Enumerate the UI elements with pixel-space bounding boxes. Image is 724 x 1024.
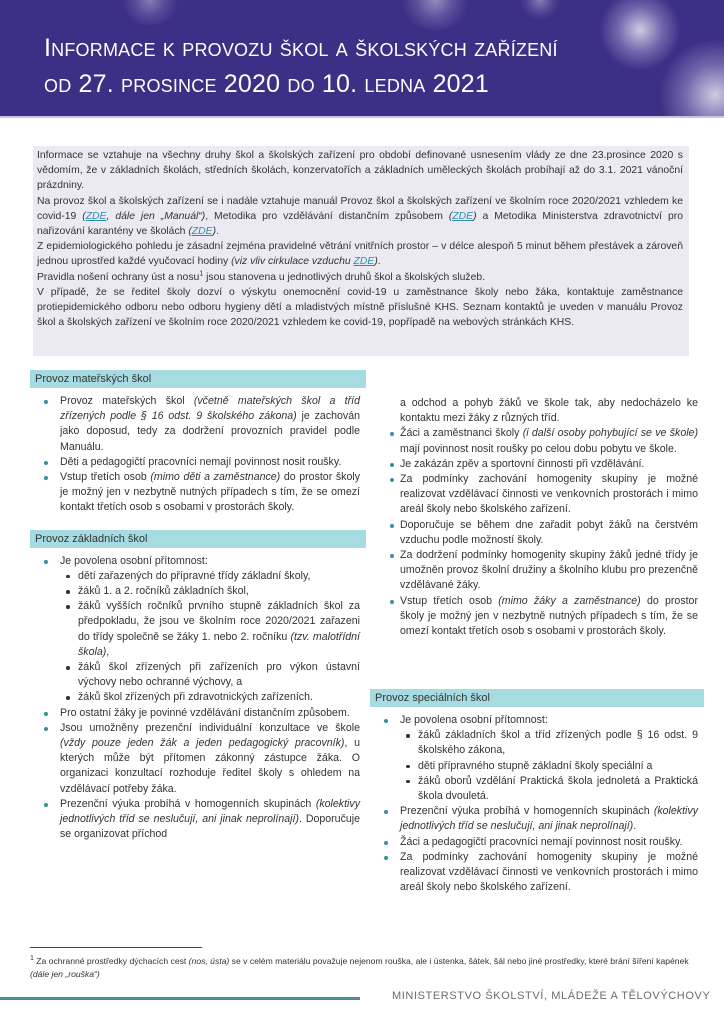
footnote-ref[interactable]: 1 (199, 270, 204, 278)
ministry-footer: MINISTERSTVO ŠKOLSTVÍ, MLÁDEŽE A TĚLOVÝCHOVY (392, 990, 711, 1002)
sub-list-item: děti přípravného stupně základní školy speciální a (400, 759, 698, 774)
primary-school-list-cont (376, 426, 704, 639)
list-item: Žáci a pedagogičtí pracovníci nemají povinnost nosit roušky. (370, 835, 704, 850)
sub-list-item: dětí zařazených do přípravné třídy základní školy, (60, 569, 360, 584)
text: (kolektivy jednotlivých tříd se neslučují, ani jinak neprolínají) (400, 805, 698, 833)
text: Je povolena osobní přítomnost: (60, 554, 208, 567)
list-item: Děti a pedagogičtí pracovníci nemají povinnost nosit roušky. (30, 455, 366, 470)
zde-link-manual[interactable]: ZDE (85, 210, 107, 222)
zde-link-ventilation[interactable]: ZDE (353, 256, 375, 268)
list-item (376, 594, 704, 640)
text: Vstup třetích osob (60, 471, 151, 484)
text: ) (374, 256, 378, 268)
text: (viz vliv cirkulace vzduchu (231, 256, 354, 268)
info-paragraph (37, 270, 683, 285)
text: , u kterých může být přítomen zákonný zástupce žáka. O organizaci konzultací rozhoduje ředitel školy s ohledem na vzdělávací potřeby žáka. (60, 737, 360, 795)
text: Je povolena osobní přítomnost: (400, 714, 548, 726)
text: . (216, 226, 219, 238)
special-schools-section (370, 689, 704, 895)
list-item: Je zakázán zpěv a sportovní činnosti při vzdělávání. (376, 457, 704, 472)
virus-decoration (120, 0, 180, 25)
text: (mimo děti a zaměstnance) (150, 471, 281, 484)
list-item (30, 797, 366, 843)
text: Prezenční výuka probíhá v homogenních skupinách (60, 797, 316, 810)
text: ( (82, 210, 86, 222)
sub-list-item: žáků 1. a 2. ročníků základních škol, (60, 584, 360, 599)
text: (i další osoby pohybující se ve škole) (522, 427, 698, 440)
virus-decoration (520, 0, 560, 20)
sub-list-item: žáků základních škol a tříd zřízených podle § 16 odst. 9 školského zákona, (400, 728, 698, 758)
text: ( (188, 226, 192, 238)
list-item (30, 470, 366, 516)
list-item-continuation: a odchod a pohyb žáků ve škole tak, aby nedocházelo ke kontaktu mezi žáky z různých tříd. (400, 397, 698, 425)
text: a Metodika Ministerstva zdravotnictví pro nařizování karantény ve školách (37, 210, 683, 238)
info-paragraph (37, 239, 683, 269)
list-item (30, 554, 366, 706)
text: (kolektivy jednotlivých tříd se neslučují, ani jinak neprolínají) (60, 797, 360, 826)
text: Z epidemiologického pohledu je zásadní zejména pravidelné větrání vnitřních prostor – v délce alespoň 5 minut během přestávek a zároveň jednou uprostřed každé vyučovací hodiny (37, 241, 683, 268)
info-paragraph (37, 194, 683, 240)
page-title (44, 30, 558, 102)
info-paragraph: Informace se vztahuje na všechny druhy škol a školských zařízení pro období definované usnesením vlády ze dne 23.prosince 2020 s vědomím, že v základních školách, středních školách, konzervatořích a základních uměleckých školách probíhají až do 3.1. 2021 vánoční prázdniny. (37, 150, 683, 192)
special-school-list (370, 713, 704, 895)
page-header-banner (0, 0, 724, 118)
footnote-number: 1 (30, 955, 34, 963)
text: . (377, 256, 381, 268)
left-column (30, 370, 366, 842)
footnote (30, 955, 700, 981)
text: jsou stanovena u jednotlivých druhů škol a školských služeb. (203, 271, 486, 283)
text: ( (448, 210, 453, 222)
text: Žáci a zaměstnanci školy (400, 427, 523, 440)
text: , dále jen „Manuál“) (106, 210, 206, 222)
virus-decoration (400, 0, 470, 30)
list-item: Za podmínky zachování homogenity skupiny je možné realizovat vzdělávací činnosti ve venkovních prostorách i mimo areál školy nebo školského zařízení. (376, 472, 704, 518)
text: (vždy pouze jeden žák a jeden pedagogický pracovník) (60, 737, 345, 750)
list-item (30, 394, 366, 455)
section-heading-kindergartens: Provoz mateřských škol (30, 370, 366, 388)
text: ) (212, 226, 217, 238)
kindergarten-list (30, 394, 366, 516)
text: do prostor školy je možný jen v nezbytně nutných případech s tím, že se omezí kontakt třetích osob s osobami v prostorách školy. (400, 594, 698, 638)
text: Na provoz škol a školských zařízení se i nadále vztahuje manuál Provoz škol a školských zařízení ve školním roce 2020/2021 vzhledem ke covid-19 (37, 195, 683, 222)
text: žáků vyšších ročníků prvního stupně základních škol za předpokladu, že jsou ve školním roce 2020/2021 zařazeni do třídy společně se žáky 1. nebo 2. ročníku (78, 600, 360, 643)
sub-list-item: žáků škol zřízených při zdravotnických zařízeních. (60, 690, 360, 705)
section-heading-special-schools: Provoz speciálních škol (370, 689, 704, 707)
text: . Doporučuje se organizovat příchod (60, 813, 360, 841)
zde-link-distance[interactable]: ZDE (452, 210, 474, 222)
sub-list (60, 569, 360, 706)
text: Prezenční výuka probíhá v homogenních skupinách (400, 805, 654, 818)
sub-list-item: žáků oborů vzdělání Praktická škola jednoletá a Praktická škola dvouletá. (400, 774, 698, 804)
text: (tzv. malotřídní škola) (78, 630, 360, 658)
zde-link-quarantine[interactable]: ZDE (191, 226, 213, 238)
list-item (370, 713, 704, 804)
text: Za ochranné prostředky dýchacích cest (33, 956, 189, 966)
sub-list-item: žáků škol zřízených při zařízeních pro výkon ústavní výchovy nebo ochranné výchovy, a (60, 660, 360, 690)
title-line-2: od 27. prosince 2020 do 10. ledna 2021 (44, 70, 489, 98)
sub-list-item (60, 599, 360, 660)
text: (dále jen „rouška“) (30, 969, 100, 979)
text: Jsou umožněny prezenční individuální konzultace ve škole (60, 721, 360, 734)
list-item: Pro ostatní žáky je povinné vzdělávání distančním způsobem. (30, 706, 366, 721)
text: , Metodika pro vzdělávání distančním způsobem (205, 210, 449, 222)
text: (včetně mateřských škol a tříd zřízených podle § 16 odst. 9 školského zákona) (60, 395, 360, 423)
text: do prostor školy je možný jen v nezbytně nutných případech s tím, že se omezí kontakt třetích osob s osobami v prostorách školy. (60, 471, 360, 514)
text: je zachován jako doposud, tedy za dodržení provozních pravidel podle Manuálu. (60, 410, 360, 453)
footer-divider (0, 997, 360, 1000)
sub-list (400, 728, 698, 804)
title-line-1: Informace k provozu škol a školských zařízení (44, 34, 558, 62)
list-item (376, 426, 704, 456)
text: se v celém materiálu považuje nejenom rouška, ale i ústenka, šátek, šál nebo jiné prostředky, které brání šíření kapének (229, 956, 689, 966)
text: Vstup třetích osob (400, 594, 499, 607)
spacer (30, 516, 366, 530)
section-heading-primary-schools: Provoz základních škol (30, 530, 366, 548)
list-item (30, 721, 366, 797)
list-item (370, 804, 704, 834)
text: , (106, 645, 110, 658)
right-column (376, 396, 704, 639)
virus-decoration (600, 0, 680, 70)
list-item: Doporučuje se během dne zařadit pobyt žáků na čerstvém vzduchu podle možností školy. (376, 518, 704, 548)
info-paragraph: V případě, že se ředitel školy dozví o výskytu onemocnění covid-19 u zaměstnance školy nebo žáka, kontaktuje zaměstnance protiepidemického odboru nebo odboru hygieny dětí a mladistvých místně příslušné KHS. Seznam kontaktů je uveden v manuálu Provoz škol a školských zařízení ve školním roce 2020/2021 vzhledem ke covid-19, popřípadě na webových stránkách KHS. (37, 286, 683, 329)
text: mají povinnost nosit roušky po celou dobu pobytu ve škole. (400, 442, 677, 455)
info-box (33, 146, 689, 356)
text: ) (473, 210, 477, 222)
text: . (633, 820, 637, 833)
list-item: Za dodržení podmínky homogenity skupiny žáků jedné třídy je umožněn provoz školní družiny a školního klubu pro prezenčně vzdělávané žáky. (376, 548, 704, 594)
text: Pravidla nošení ochrany úst a nosu (37, 271, 200, 283)
footnote-divider (30, 947, 202, 948)
text: Provoz mateřských škol (60, 395, 194, 407)
text: (mimo žáky a zaměstnance) (498, 594, 641, 607)
list-item: Za podmínky zachování homogenity skupiny je možné realizovat vzdělávací činnosti ve venkovních prostorách i mimo areál školy nebo školského zařízení. (370, 850, 704, 896)
primary-school-list (30, 554, 366, 843)
text: (nos, ústa) (188, 956, 230, 966)
